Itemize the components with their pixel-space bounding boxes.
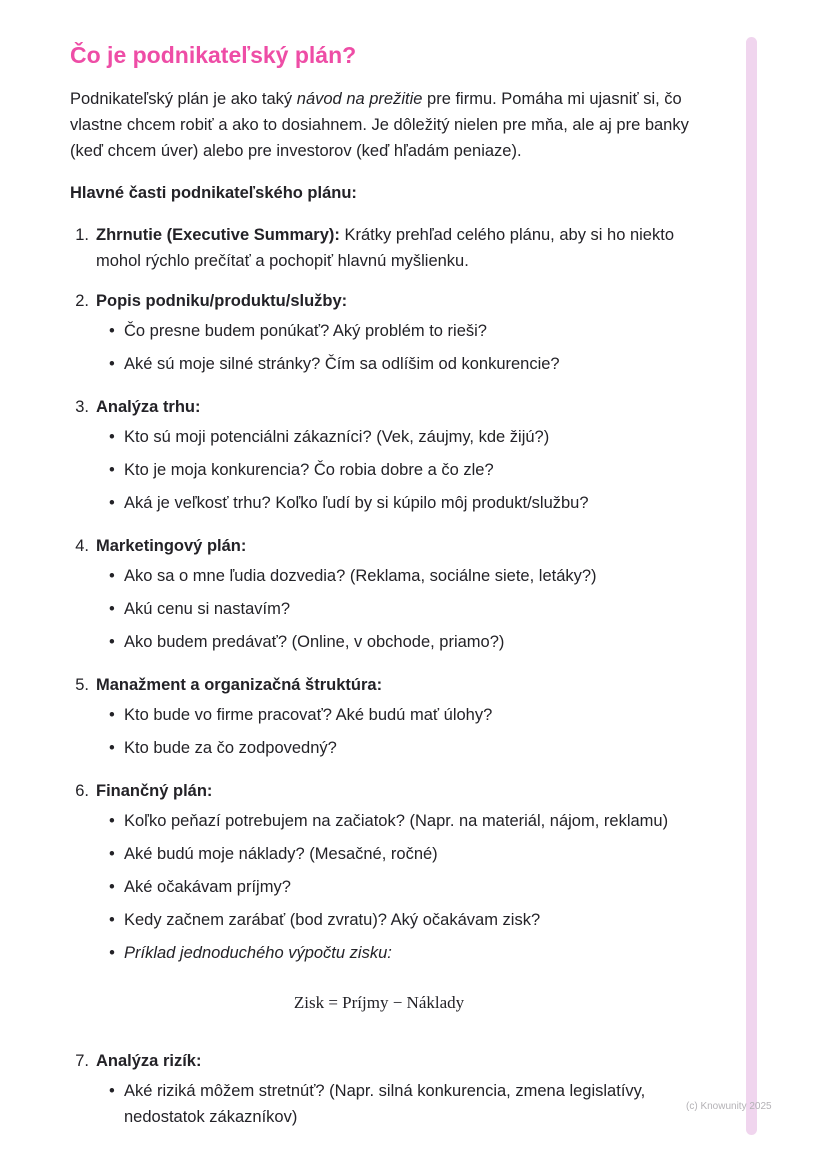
item-label: Analýza trhu:	[96, 398, 201, 416]
bullet-item	[96, 563, 690, 589]
item-body	[96, 288, 690, 384]
document-content	[70, 40, 690, 1147]
main-numbered-list	[70, 222, 690, 1137]
intro-italic-phrase: návod na prežitie	[296, 90, 423, 108]
bullet-text: Ako sa o mne ľudia dozvedia? (Reklama, sociálne siete, letáky?)	[124, 567, 597, 585]
intro-text-start: Podnikateľský plán je ako taký	[70, 90, 297, 108]
bullet-item-example	[96, 940, 690, 966]
bullet-item	[96, 351, 690, 377]
item-label: Marketingový plán:	[96, 537, 247, 555]
list-item-manazment	[70, 672, 690, 768]
item-label: Finančný plán:	[96, 782, 213, 800]
bullet-text: Koľko peňazí potrebujem na začiatok? (Napr. na materiál, nájom, reklamu)	[124, 812, 669, 830]
item-body	[96, 672, 690, 768]
item-label: Popis podniku/produktu/služby:	[96, 292, 348, 310]
bullet-item	[96, 596, 690, 622]
bullet-text: Aké sú moje silné stránky? Čím sa odlíšim od konkurencie?	[124, 355, 560, 373]
sections-heading: Hlavné časti podnikateľského plánu:	[70, 184, 357, 202]
bullet-text: Aké riziká môžem stretnúť? (Napr. silná konkurencia, zmena legislatívy, nedostatok zákazníkov)	[124, 1082, 646, 1126]
bullet-text: Aká je veľkosť trhu? Koľko ľudí by si kúpilo môj produkt/službu?	[124, 494, 589, 512]
bullet-text: Kto sú moji potenciálni zákazníci? (Vek, záujmy, kde žijú?)	[124, 428, 550, 446]
bullet-text: Kto je moja konkurencia? Čo robia dobre a čo zle?	[124, 461, 494, 479]
bullet-item	[96, 841, 690, 867]
item-heading	[96, 533, 690, 559]
bullet-item	[96, 702, 690, 728]
bullet-item	[96, 735, 690, 761]
intro-text-end: pre firmu. Pomáha mi ujasniť si, čo vlastne chcem robiť a ako to dosiahnem. Je dôležitý nielen pre mňa, ale aj pre banky (keď chcem úver) alebo pre investorov (keď hľadám peniaze).	[70, 90, 689, 160]
bullet-text: Aké budú moje náklady? (Mesačné, ročné)	[124, 845, 438, 863]
list-item-zhrnutie	[70, 222, 690, 278]
item-body	[96, 394, 690, 523]
item-heading	[96, 288, 690, 314]
bullet-item	[96, 907, 690, 933]
item-number: 1.	[75, 226, 89, 244]
item-text: Krátky prehľad celého plánu, aby si ho niekto mohol rýchlo prečítať a pochopiť hlavnú myšlienku.	[96, 226, 674, 270]
page-title: Čo je podnikateľský plán?	[70, 42, 357, 68]
item-number: 6.	[75, 782, 89, 800]
list-item-analyza-rizik	[70, 1048, 690, 1137]
bullet-text: Čo presne budem ponúkať? Aký problém to rieši?	[124, 322, 487, 340]
item-number: 3.	[75, 398, 89, 416]
bullet-item	[96, 1078, 690, 1130]
item-body	[96, 1048, 690, 1137]
list-item-popis	[70, 288, 690, 384]
bullet-text: Ako budem predávať? (Online, v obchode, priamo?)	[124, 633, 505, 651]
item-heading	[96, 672, 690, 698]
item-body	[96, 222, 690, 278]
bullet-text: Kto bude vo firme pracovať? Aké budú mať úlohy?	[124, 706, 493, 724]
item-label: Analýza rizík:	[96, 1052, 202, 1070]
bullet-item	[96, 318, 690, 344]
bullet-item	[96, 490, 690, 516]
item-body	[96, 778, 690, 1038]
item-number: 7.	[75, 1052, 89, 1070]
bullet-item	[96, 457, 690, 483]
profit-formula: Zisk = Príjmy − Náklady	[293, 993, 465, 1012]
bullet-item	[96, 874, 690, 900]
list-item-marketingovy-plan	[70, 533, 690, 662]
bullet-text: Kedy začnem zarábať (bod zvratu)? Aký očakávam zisk?	[124, 911, 541, 929]
bullet-item	[96, 808, 690, 834]
item-label: Zhrnutie (Executive Summary):	[96, 226, 340, 244]
item-body	[96, 533, 690, 662]
bullet-text-italic: Príklad jednoduchého výpočtu zisku:	[124, 944, 392, 962]
list-item-financny-plan	[70, 778, 690, 1038]
item-heading	[96, 1048, 690, 1074]
item-number: 4.	[75, 537, 89, 555]
bullet-item	[96, 629, 690, 655]
item-number: 5.	[75, 676, 89, 694]
item-heading	[96, 394, 690, 420]
copyright-footer: (c) Knowunity 2025	[686, 1101, 772, 1112]
bullet-text: Akú cenu si nastavím?	[124, 600, 290, 618]
intro-paragraph	[70, 86, 690, 164]
bullet-item	[96, 424, 690, 450]
item-label: Manažment a organizačná štruktúra:	[96, 676, 383, 694]
page-accent-bar	[746, 37, 757, 1135]
item-heading	[96, 778, 690, 804]
bullet-text: Kto bude za čo zodpovedný?	[124, 739, 337, 757]
list-item-analyza-trhu	[70, 394, 690, 523]
item-heading	[96, 222, 690, 274]
item-number: 2.	[75, 292, 89, 310]
bullet-text: Aké očakávam príjmy?	[124, 878, 291, 896]
